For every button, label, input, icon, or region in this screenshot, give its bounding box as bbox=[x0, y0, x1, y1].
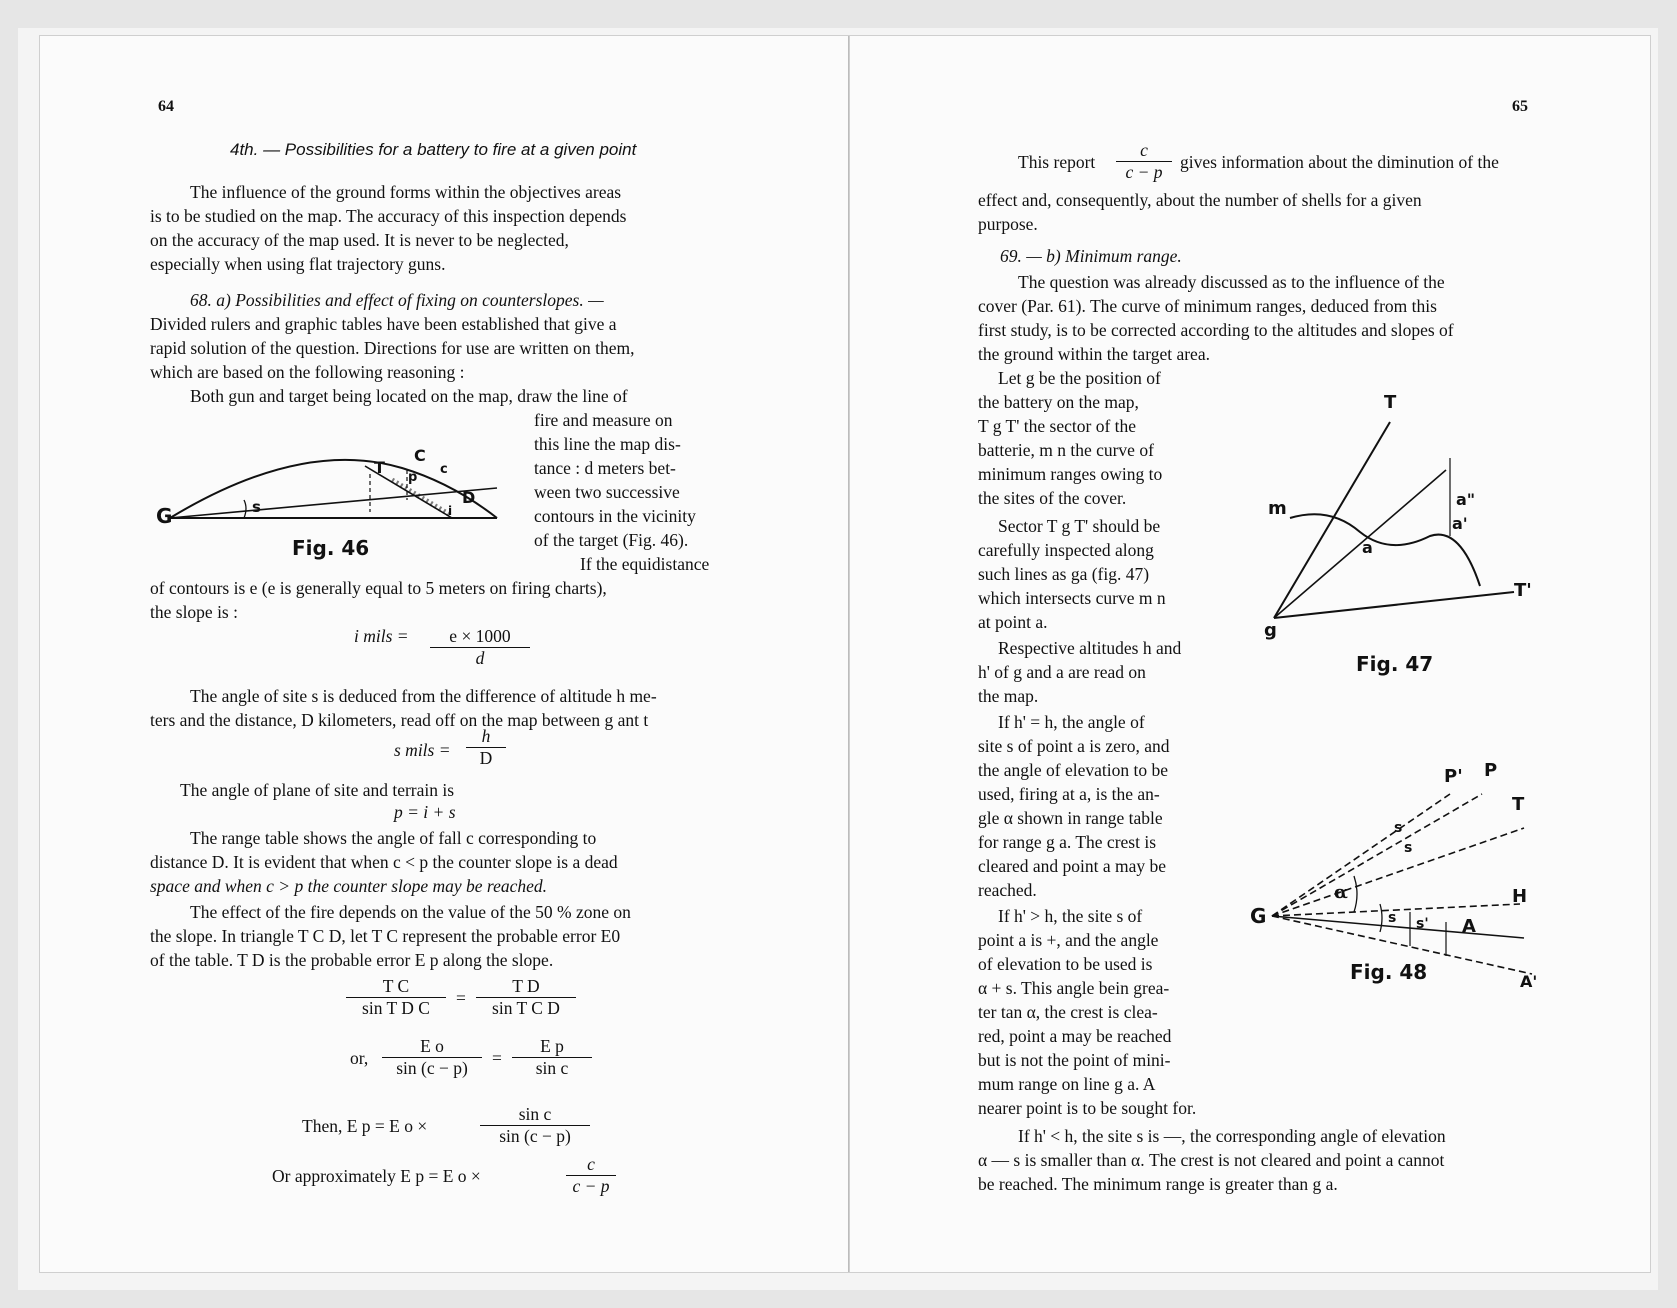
figure-47 bbox=[1250, 386, 1550, 686]
text-line: be reached. The minimum range is greater than g a. bbox=[978, 1174, 1338, 1194]
text-line: Respective altitudes h and bbox=[998, 638, 1182, 658]
text-line: The angle of site s is deduced from the difference of altitude h me- bbox=[190, 686, 657, 706]
report-den: c − p bbox=[1125, 162, 1163, 182]
text-line: ters and the distance, D kilometers, read off on the map between g ant t bbox=[150, 710, 649, 730]
text-line: The range table shows the angle of fall c corresponding to bbox=[190, 828, 597, 848]
text-line: for range g a. The crest is bbox=[978, 832, 1157, 852]
label-p: p bbox=[408, 470, 418, 485]
text-line: If h' < h, the site s is —, the corresponding angle of elevation bbox=[1018, 1126, 1446, 1146]
text-line: Divided rulers and graphic tables have been established that give a bbox=[150, 314, 617, 334]
text-line: If h' > h, the site s of bbox=[998, 906, 1143, 926]
label-g: G bbox=[1250, 904, 1267, 928]
text-line: which are based on the following reasoning : bbox=[150, 362, 465, 382]
ratio-td-num: T D bbox=[476, 976, 576, 998]
label-t-prime: T' bbox=[1514, 580, 1532, 601]
ratio-tc-den: sin T D C bbox=[362, 998, 430, 1018]
slope-denominator: d bbox=[475, 648, 485, 668]
approx-num: c bbox=[566, 1154, 616, 1176]
paragraph-heading: 69. — b) Minimum range. bbox=[1000, 246, 1182, 266]
text-line: at point a. bbox=[978, 612, 1048, 632]
ratio-eo-den: sin (c − p) bbox=[396, 1058, 468, 1078]
text-line: red, point a may be reached bbox=[978, 1026, 1172, 1046]
report-fraction bbox=[1116, 140, 1172, 183]
text-line: gle α shown in range table bbox=[978, 808, 1163, 828]
text-line: the battery on the map, bbox=[978, 392, 1139, 412]
left-page bbox=[40, 36, 850, 1272]
text-line: fire and measure on bbox=[534, 410, 673, 430]
figure-46 bbox=[152, 428, 532, 568]
text-line: h' of g and a are read on bbox=[978, 662, 1146, 682]
right-page bbox=[850, 36, 1650, 1272]
text-line: site s of point a is zero, and bbox=[978, 736, 1170, 756]
label-a-upper: A bbox=[1462, 916, 1476, 937]
label-p-prime: P' bbox=[1444, 766, 1463, 787]
text-line: first study, is to be corrected according to the altitudes and slopes of bbox=[978, 320, 1454, 340]
text-line: space and when c > p the counter slope may be reached. bbox=[150, 876, 548, 896]
label-s: s bbox=[252, 498, 261, 516]
site-numerator: h bbox=[466, 726, 506, 748]
text-line: the slope is : bbox=[150, 602, 238, 622]
or-label: or, bbox=[350, 1048, 369, 1068]
text-line: nearer point is to be sought for. bbox=[978, 1098, 1197, 1118]
text-line: The question was already discussed as to the influence of the bbox=[1018, 272, 1445, 292]
text-line: of contours is e (e is generally equal to 5 meters on firing charts), bbox=[150, 578, 607, 598]
figure-caption: Fig. 47 bbox=[1356, 652, 1434, 676]
text-line: the ground within the target area. bbox=[978, 344, 1210, 364]
then-fraction bbox=[480, 1104, 590, 1147]
then-formula: Then, E p = E o × bbox=[302, 1116, 428, 1136]
text-line: The angle of plane of site and terrain is bbox=[180, 780, 455, 800]
text-line: gives information about the diminution of the bbox=[1180, 152, 1499, 172]
text-line: Let g be the position of bbox=[998, 368, 1161, 388]
section-title: 4th. — Possibilities for a battery to fire at a given point bbox=[230, 140, 637, 159]
text-line: The effect of the fire depends on the value of the 50 % zone on bbox=[190, 902, 631, 922]
approx-fraction bbox=[566, 1154, 616, 1197]
text-line: of elevation to be used is bbox=[978, 954, 1153, 974]
text-line: the angle of elevation to be bbox=[978, 760, 1168, 780]
ratio-td-den: sin T C D bbox=[492, 998, 560, 1018]
equals-sign: = bbox=[492, 1048, 502, 1068]
site-denominator: D bbox=[479, 748, 493, 768]
text-line: distance D. It is evident that when c < p the counter slope is a dead bbox=[150, 852, 618, 872]
text-line: minimum ranges owing to bbox=[978, 464, 1163, 484]
figure-47-drawing bbox=[1250, 386, 1550, 686]
ratio-eo-num: E o bbox=[382, 1036, 482, 1058]
text-line: Both gun and target being located on the map, draw the line of bbox=[190, 386, 628, 406]
text-line: If h' = h, the angle of bbox=[998, 712, 1145, 732]
text-line: This report bbox=[1018, 152, 1096, 172]
label-s-upper: s bbox=[1394, 820, 1403, 836]
label-h: H bbox=[1512, 886, 1528, 907]
text-line: batterie, m n the curve of bbox=[978, 440, 1154, 460]
equals-sign: = bbox=[456, 988, 466, 1008]
figure-caption: Fig. 46 bbox=[292, 536, 370, 560]
text-line: such lines as ga (fig. 47) bbox=[978, 564, 1150, 584]
page-number: 65 bbox=[1512, 98, 1528, 115]
text-line: the slope. In triangle T C D, let T C represent the probable error E0 bbox=[150, 926, 621, 946]
label-i: i bbox=[448, 504, 453, 518]
label-alpha: α bbox=[1334, 882, 1348, 903]
approx-den: c − p bbox=[572, 1176, 610, 1196]
then-num: sin c bbox=[480, 1104, 590, 1126]
text-line: ter tan α, the crest is clea- bbox=[978, 1002, 1158, 1022]
figure-caption: Fig. 48 bbox=[1350, 960, 1428, 984]
slope-fraction bbox=[430, 626, 530, 669]
text-line: α — s is smaller than α. The crest is not cleared and point a cannot bbox=[978, 1150, 1445, 1170]
label-t: T bbox=[1512, 794, 1525, 815]
text-line: cover (Par. 61). The curve of minimum ranges, deduced from this bbox=[978, 296, 1437, 316]
site-lhs: s mils = bbox=[394, 740, 451, 760]
then-den: sin (c − p) bbox=[499, 1126, 571, 1146]
text-line: ween two successive bbox=[534, 482, 680, 502]
text-line: tance : d meters bet- bbox=[534, 458, 676, 478]
label-a-double: a" bbox=[1456, 490, 1476, 509]
figure-48 bbox=[1250, 746, 1570, 1046]
paragraph-heading: 68. a) Possibilities and effect of fixing on counterslopes. — bbox=[190, 290, 604, 310]
slope-numerator: e × 1000 bbox=[430, 626, 530, 648]
text-line: on the accuracy of the map used. It is never to be neglected, bbox=[150, 230, 569, 250]
text-line: Sector T g T' should be bbox=[998, 516, 1161, 536]
label-s-second: s bbox=[1404, 840, 1413, 856]
label-m: m bbox=[1268, 498, 1287, 519]
text-line: but is not the point of mini- bbox=[978, 1050, 1171, 1070]
label-t: T bbox=[1384, 392, 1397, 413]
label-a: a bbox=[1362, 538, 1373, 557]
text-line: purpose. bbox=[978, 214, 1038, 234]
text-line: which intersects curve m n bbox=[978, 588, 1166, 608]
text-line: of the target (Fig. 46). bbox=[534, 530, 689, 550]
ratio-td bbox=[476, 976, 576, 1019]
site-fraction bbox=[466, 726, 506, 769]
text-line: cleared and point a may be bbox=[978, 856, 1167, 876]
text-line: the sites of the cover. bbox=[978, 488, 1127, 508]
ratio-tc bbox=[346, 976, 446, 1019]
text-line: rapid solution of the question. Directions for use are written on them, bbox=[150, 338, 635, 358]
text-line: of the table. T D is the probable error E p along the slope. bbox=[150, 950, 554, 970]
text-line: The influence of the ground forms within the objectives areas bbox=[190, 182, 622, 202]
report-num: c bbox=[1116, 140, 1172, 162]
ratio-ep bbox=[512, 1036, 592, 1079]
label-g: G bbox=[156, 504, 173, 528]
slope-lhs: i mils = bbox=[354, 626, 409, 646]
text-line: especially when using flat trajectory guns. bbox=[150, 254, 446, 274]
label-a-prime-upper: A' bbox=[1520, 972, 1538, 991]
text-line: reached. bbox=[978, 880, 1037, 900]
ratio-ep-den: sin c bbox=[535, 1058, 569, 1078]
label-g: g bbox=[1264, 620, 1277, 641]
label-p: P bbox=[1484, 760, 1498, 781]
text-line: used, firing at a, is the an- bbox=[978, 784, 1160, 804]
ratio-eo bbox=[382, 1036, 482, 1079]
text-line: carefully inspected along bbox=[978, 540, 1154, 560]
plane-formula: p = i + s bbox=[394, 802, 456, 822]
text-line: is to be studied on the map. The accuracy of this inspection depends bbox=[150, 206, 627, 226]
label-c: C bbox=[414, 446, 426, 465]
page-number: 64 bbox=[158, 98, 174, 115]
text-line: contours in the vicinity bbox=[534, 506, 696, 526]
text-line: If the equidistance bbox=[580, 554, 710, 574]
text-line: this line the map dis- bbox=[534, 434, 681, 454]
label-d: D bbox=[462, 488, 476, 507]
text-line: mum range on line g a. A bbox=[978, 1074, 1156, 1094]
ratio-ep-num: E p bbox=[512, 1036, 592, 1058]
approx-formula: Or approximately E p = E o × bbox=[272, 1166, 481, 1186]
label-s-lower: s bbox=[1388, 910, 1397, 926]
text-line: the map. bbox=[978, 686, 1039, 706]
text-line: T g T' the sector of the bbox=[978, 416, 1137, 436]
label-t: T bbox=[374, 458, 385, 477]
text-line: α + s. This angle bein grea- bbox=[978, 978, 1170, 998]
text-line: point a is +, and the angle bbox=[978, 930, 1159, 950]
label-a-prime: a' bbox=[1452, 514, 1468, 533]
label-s-prime: s' bbox=[1416, 916, 1429, 932]
text-line: effect and, consequently, about the number of shells for a given bbox=[978, 190, 1422, 210]
ratio-tc-num: T C bbox=[346, 976, 446, 998]
label-c-small: c bbox=[440, 462, 448, 477]
